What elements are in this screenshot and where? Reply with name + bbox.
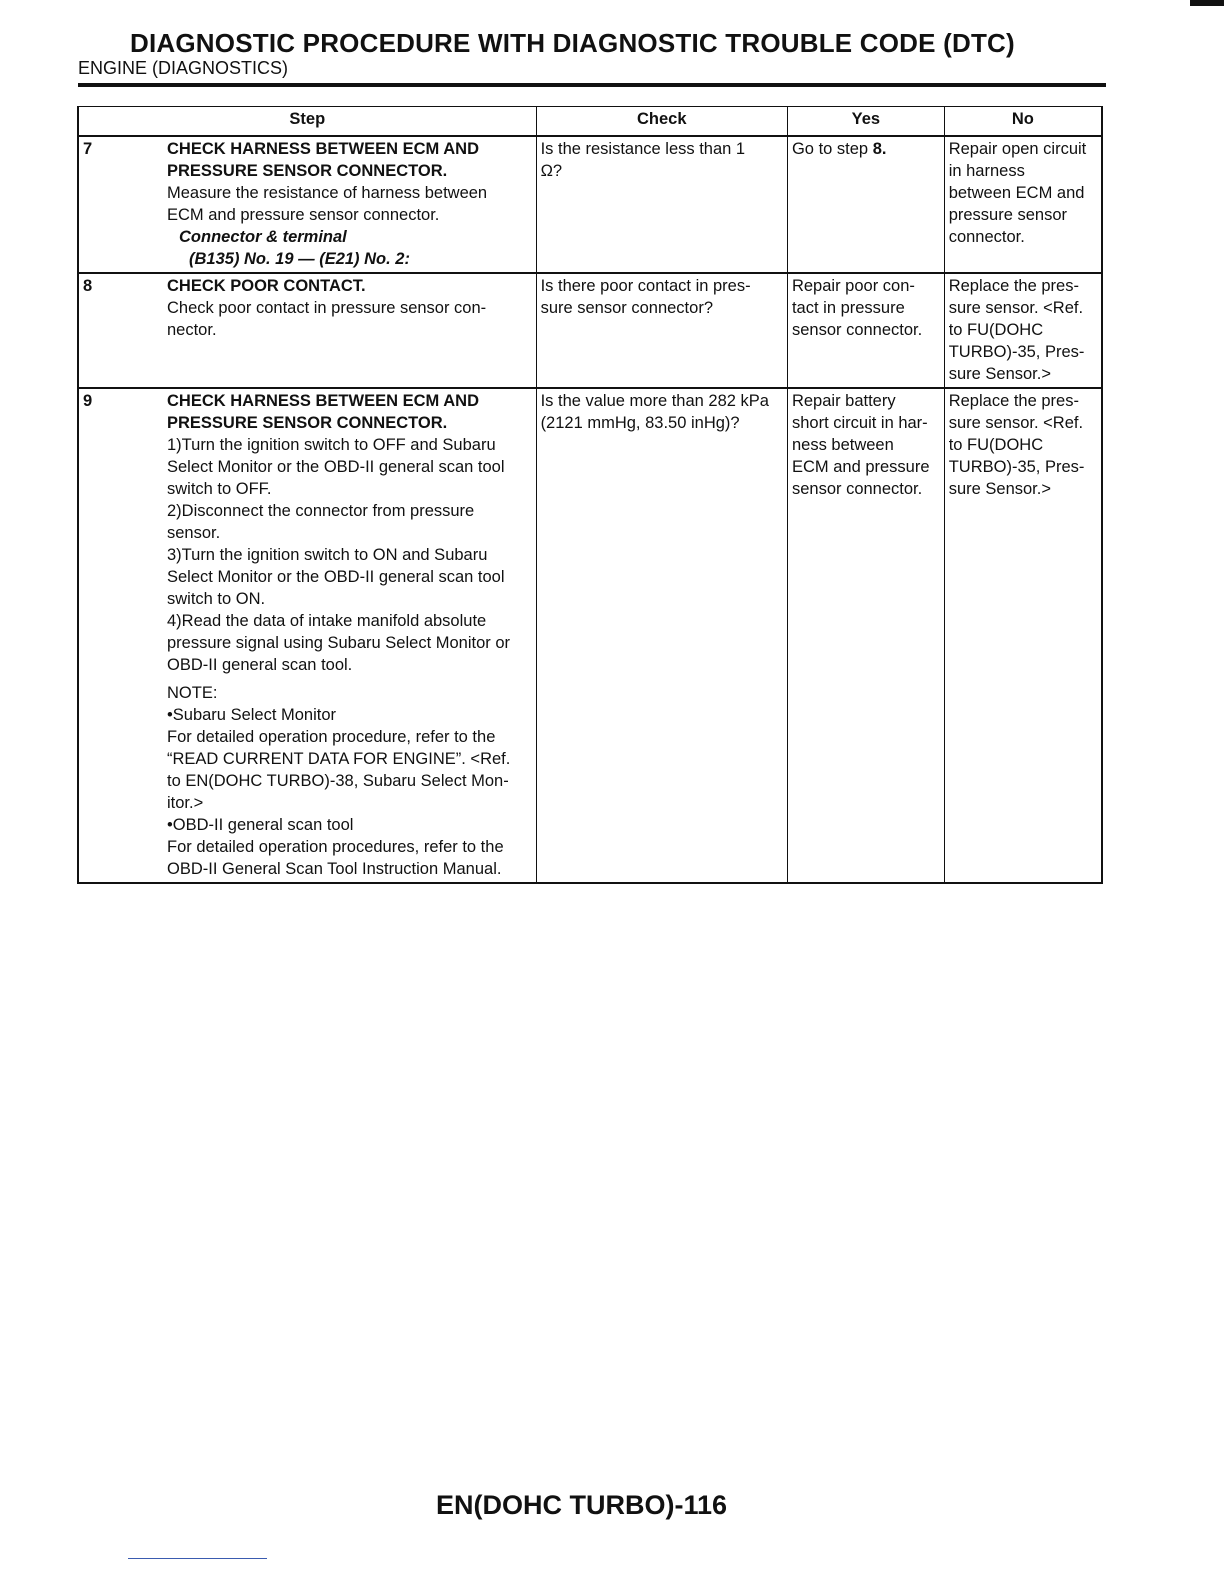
step-text-line: switch to ON. xyxy=(167,590,266,608)
column-header-check: Check xyxy=(536,107,787,137)
step-number: 9 xyxy=(83,392,93,410)
no-text-line: Replace the pres- xyxy=(948,392,1079,410)
step-text-line: sensor. xyxy=(167,524,221,542)
no-text-line: to FU(DOHC xyxy=(948,321,1044,339)
check-cell xyxy=(536,273,787,388)
yes-text-line: ECM and pressure xyxy=(791,458,930,476)
note-line: OBD-II General Scan Tool Instruction Manual. xyxy=(167,860,502,878)
table-row-step-7 xyxy=(78,136,1102,273)
step-text-line: 1)Turn the ignition switch to OFF and Subaru xyxy=(167,436,496,454)
yes-text-line: sensor connector. xyxy=(791,321,923,339)
no-text-line: to FU(DOHC xyxy=(948,436,1044,454)
step-text-line: Select Monitor or the OBD-II general scan tool xyxy=(167,458,505,476)
no-cell xyxy=(944,273,1102,388)
no-cell xyxy=(944,388,1102,883)
no-text-line: connector. xyxy=(948,228,1025,246)
yes-text: Go to step xyxy=(791,140,873,158)
step-title-line: PRESSURE SENSOR CONNECTOR. xyxy=(167,162,448,180)
step-text-line: 2)Disconnect the connector from pressure xyxy=(167,502,475,520)
yes-text-line: sensor connector. xyxy=(791,480,923,498)
note-line: to EN(DOHC TURBO)-38, Subaru Select Mon- xyxy=(167,772,509,790)
check-text-line: Is the value more than 282 kPa xyxy=(540,392,769,410)
step-text-line: Select Monitor or the OBD-II general scan tool xyxy=(167,568,505,586)
check-cell xyxy=(536,136,787,273)
note-line: itor.> xyxy=(167,794,204,812)
no-text-line: sure sensor. <Ref. xyxy=(948,299,1084,317)
step-text-line: Check poor contact in pressure sensor con- xyxy=(167,299,487,317)
step-text-line: pressure signal using Subaru Select Monitor or xyxy=(167,634,511,652)
step-title-line: CHECK HARNESS BETWEEN ECM AND xyxy=(167,392,479,410)
check-cell xyxy=(536,388,787,883)
no-text-line: sure Sensor.> xyxy=(948,365,1051,383)
step-text-line: switch to OFF. xyxy=(167,480,272,498)
corner-tab-mark xyxy=(1190,0,1224,6)
note-line: For detailed operation procedure, refer to the xyxy=(167,728,496,746)
step-title-line: CHECK HARNESS BETWEEN ECM AND xyxy=(167,140,479,158)
check-text-line: (2121 mmHg, 83.50 inHg)? xyxy=(540,414,740,432)
step-cell xyxy=(78,136,536,273)
yes-step-reference: 8. xyxy=(872,140,887,158)
check-text-line: sure sensor connector? xyxy=(540,299,713,317)
no-text-line: TURBO)-35, Pres- xyxy=(948,458,1085,476)
note-line: •OBD-II general scan tool xyxy=(167,816,354,834)
step-number: 8 xyxy=(83,277,93,295)
footer-rule xyxy=(128,1558,267,1559)
diagnostic-procedure-table xyxy=(77,106,1103,884)
yes-text-line: short circuit in har- xyxy=(791,414,928,432)
page-number: EN(DOHC TURBO)-116 xyxy=(436,1490,728,1520)
yes-text-line: tact in pressure xyxy=(791,299,905,317)
no-text-line: sure sensor. <Ref. xyxy=(948,414,1084,432)
page-subtitle: ENGINE (DIAGNOSTICS) xyxy=(78,58,289,78)
no-text-line: Replace the pres- xyxy=(948,277,1079,295)
note-line: “READ CURRENT DATA FOR ENGINE”. <Ref. xyxy=(167,750,511,768)
check-text-line: Is there poor contact in pres- xyxy=(540,277,751,295)
yes-text-line: Repair poor con- xyxy=(791,277,915,295)
table-header-row xyxy=(78,107,1102,137)
step-cell xyxy=(78,273,536,388)
step-text-line: ECM and pressure sensor connector. xyxy=(167,206,440,224)
column-header-no: No xyxy=(944,107,1102,137)
column-header-yes: Yes xyxy=(787,107,944,137)
check-text-line: Is the resistance less than 1 xyxy=(540,140,746,158)
yes-cell xyxy=(787,136,944,273)
no-text-line: pressure sensor xyxy=(948,206,1068,224)
connector-terminal-label: Connector & terminal xyxy=(179,228,347,246)
note-line: •Subaru Select Monitor xyxy=(167,706,337,724)
step-title-line: CHECK POOR CONTACT. xyxy=(167,277,366,295)
no-text-line: between ECM and xyxy=(948,184,1085,202)
no-cell xyxy=(944,136,1102,273)
yes-text-line: ness between xyxy=(791,436,894,454)
table-row-step-8 xyxy=(78,273,1102,388)
step-text-line: Measure the resistance of harness between xyxy=(167,184,488,202)
no-text-line: TURBO)-35, Pres- xyxy=(948,343,1085,361)
no-text-line: sure Sensor.> xyxy=(948,480,1051,498)
step-text-line: 3)Turn the ignition switch to ON and Subaru xyxy=(167,546,488,564)
column-header-step: Step xyxy=(78,107,536,137)
header-rule xyxy=(78,83,1106,87)
step-text-line: OBD-II general scan tool. xyxy=(167,656,353,674)
step-title-line: PRESSURE SENSOR CONNECTOR. xyxy=(167,414,448,432)
no-text-line: Repair open circuit xyxy=(948,140,1087,158)
yes-cell xyxy=(787,273,944,388)
step-cell xyxy=(78,388,536,883)
no-text-line: in harness xyxy=(948,162,1025,180)
yes-text-line: Repair battery xyxy=(791,392,896,410)
step-text-line: 4)Read the data of intake manifold absolute xyxy=(167,612,487,630)
check-text-line: Ω? xyxy=(540,162,563,180)
note-line: NOTE: xyxy=(167,684,218,702)
note-line: For detailed operation procedures, refer to the xyxy=(167,838,504,856)
connector-terminal-value: (B135) No. 19 — (E21) No. 2: xyxy=(189,250,410,268)
table-row-step-9 xyxy=(78,388,1102,883)
note-block xyxy=(167,682,532,880)
step-text-line: nector. xyxy=(167,321,217,339)
page-title: DIAGNOSTIC PROCEDURE WITH DIAGNOSTIC TROUBLE CODE (DTC) xyxy=(130,28,1015,58)
yes-cell xyxy=(787,388,944,883)
step-number: 7 xyxy=(83,140,93,158)
